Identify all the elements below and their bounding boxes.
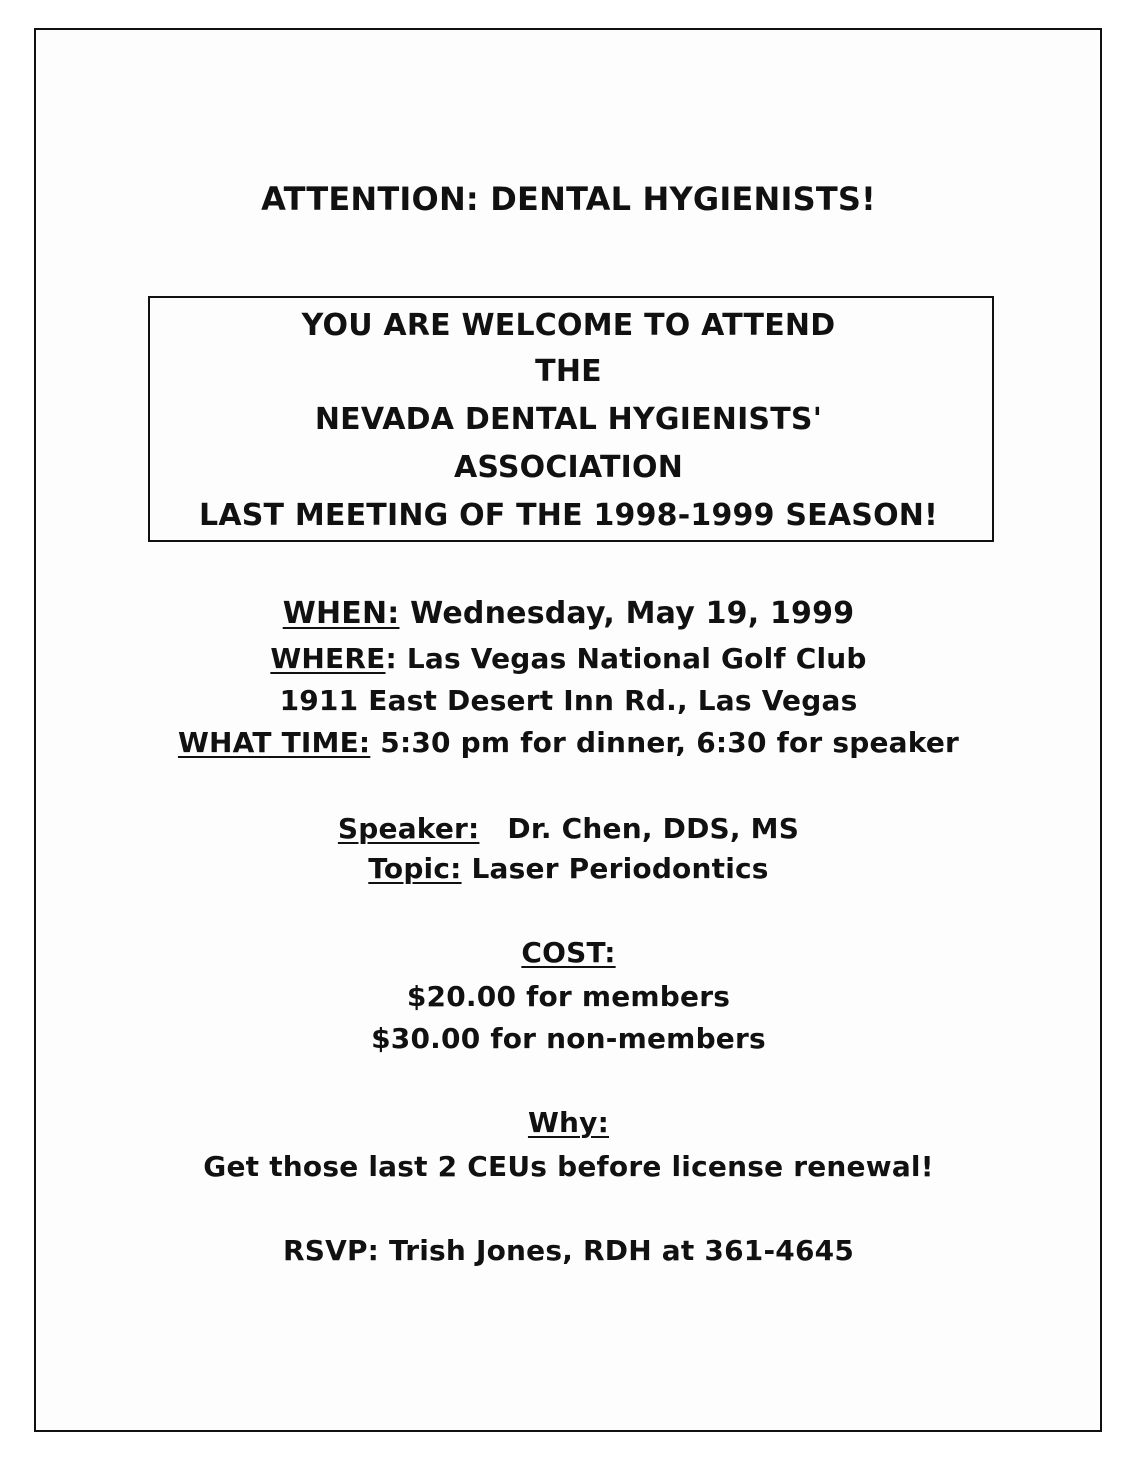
topic-line	[0, 852, 1137, 885]
what-time-value: 5:30 pm for dinner, 6:30 for speaker	[380, 726, 960, 759]
welcome-line-2: THE	[535, 354, 602, 389]
where-address: 1911 East Desert Inn Rd., Las Vegas	[279, 684, 858, 717]
why-value: Get those last 2 CEUs before license renewal!	[203, 1150, 934, 1183]
welcome-line-5: LAST MEETING OF THE 1998-1999 SEASON!	[199, 498, 938, 533]
topic-value: Laser Periodontics	[471, 852, 769, 885]
when-line	[0, 596, 1137, 631]
when-value: Wednesday, May 19, 1999	[410, 596, 855, 631]
welcome-line-4: ASSOCIATION	[453, 450, 684, 485]
what-time-label: WHAT TIME:	[177, 726, 371, 759]
cost-line	[0, 936, 1137, 969]
why-label: Why:	[527, 1106, 610, 1139]
cost-label: COST:	[521, 936, 616, 969]
when-label: WHEN:	[282, 596, 400, 631]
speaker-line	[0, 812, 1137, 845]
where-value: : Las Vegas National Golf Club	[385, 642, 867, 675]
where-line	[0, 642, 1137, 675]
cost-non-members: $30.00 for non-members	[371, 1022, 766, 1055]
speaker-label: Speaker:	[337, 812, 480, 845]
headline: ATTENTION: DENTAL HYGIENISTS!	[261, 180, 876, 218]
where-label: WHERE	[270, 642, 386, 675]
speaker-value: Dr. Chen, DDS, MS	[507, 812, 800, 845]
what-time-line	[0, 726, 1137, 759]
welcome-line-3: NEVADA DENTAL HYGIENISTS'	[314, 402, 823, 437]
topic-label: Topic:	[368, 852, 462, 885]
rsvp-line: RSVP: Trish Jones, RDH at 361-4645	[282, 1234, 855, 1267]
welcome-line-1: YOU ARE WELCOME TO ATTEND	[301, 308, 836, 343]
cost-members: $20.00 for members	[406, 980, 731, 1013]
why-line	[0, 1106, 1137, 1139]
